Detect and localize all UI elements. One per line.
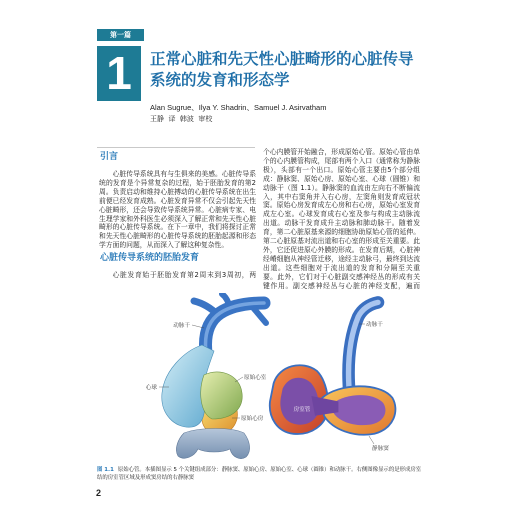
label-primitive-ventricle: 原始心室	[244, 375, 267, 381]
embryology-paragraph-left	[99, 271, 256, 280]
intro-heading: 引言	[100, 152, 119, 162]
label-bulbus-cordis: 心球	[145, 385, 157, 391]
text-line: 动脉干（图 1.1）。静脉窦的血流由左向右不断偏流	[263, 183, 420, 192]
label-truncus-right: 动脉干	[366, 322, 383, 328]
sinus-venosus-shape	[176, 429, 249, 459]
text-line: 周。负责启动和维持心脏搏动的心脏传导系统在出生	[99, 187, 256, 196]
label-leader-line	[369, 436, 374, 444]
text-line: 经嵴细胞从神经管迁移，途经主动脉弓，最终到达流	[263, 254, 420, 263]
figure-primitive-heart-tube	[140, 293, 410, 463]
chapter-number: 1	[97, 46, 141, 101]
embryology-heading: 心脏传导系统的胚胎发育	[100, 253, 200, 263]
page-number: 2	[96, 488, 102, 498]
part-label: 第一篇	[97, 29, 144, 41]
text-line: 要。此外，它们对于心脏副交感神经丛的形成有关	[263, 272, 420, 281]
intro-paragraph	[99, 170, 256, 250]
text-line: 成左心室。心球发育成右心室及参与构成主动脉流	[263, 210, 420, 219]
text-line: 生理学家和外科医生必须深入了解正常和先天性心脏	[99, 214, 256, 223]
text-line: 学方面的问题，从而深入了解这种复杂性。	[99, 241, 229, 250]
chapter-translators: 王静 译 韩波 审校	[150, 115, 213, 123]
figure-caption-text: 原始心管。本插图显示 5 个关键组成部分：静脉窦、原始心房、原始心室、心球（圆锥）和动脉干。右侧图像显示的是形成房室结的房室管区域及形成窦房结的右静脉窦	[97, 467, 422, 481]
chapter-title-line: 系统的发育和形态学	[150, 71, 290, 89]
section-divider	[97, 147, 255, 148]
text-line: 和先天性心脏畸形的心脏传导系统的胚胎起源和形态	[99, 232, 256, 241]
text-line: 心脏传导系统具有与生俱来的美感。心脏传导系	[112, 170, 256, 178]
text-line: 键作用。副交感神经丛与心脏的神经支配，遍而	[263, 281, 420, 290]
embryology-paragraph-right	[263, 148, 420, 291]
text-line: 外，它还促进原心外膜的形成。在发育后期，心脏神	[263, 245, 420, 254]
label-av-canal: 房室管	[293, 407, 311, 413]
text-line: 育，第二心脏原基来源的细胞协助原始心管的延伸。	[263, 228, 420, 237]
chapter-title	[150, 49, 414, 91]
text-line: 统的发育是个异常复杂的过程，始于胚胎发育的第2	[99, 178, 256, 187]
chapter-authors: Alan Sugrue、Ilya Y. Shadrin、Samuel J. Asirvatham	[150, 103, 327, 112]
aortic-arch-branch	[194, 301, 218, 315]
text-line: 心脏畸形，还会导致传导系统异常。心脏病专家、电	[99, 205, 256, 214]
label-truncus-left: 动脉干	[173, 323, 190, 329]
label-sinus-venosus-right: 静脉窦	[372, 446, 389, 452]
text-line: 出道。动脉干发育成升主动脉和肺动脉干。随着发	[263, 219, 420, 228]
figure-caption	[97, 466, 422, 482]
text-line: 畸形的心脏传导系统。在下一章中，我们将探讨正常	[99, 223, 256, 232]
figure-caption-label: 图 1.1	[97, 467, 114, 473]
text-line: 第二心脏原基对流出道和右心室的形成至关重要。此	[263, 237, 420, 246]
text-line: 心脏发育始于胚胎发育第2周末到3周初，两	[112, 271, 256, 279]
chapter-title-line: 正常心脏和先天性心脏畸形的心脏传导	[150, 50, 414, 68]
text-line: 极），头部有一个出口。原始心管主要由5个部分组	[263, 165, 420, 174]
text-line: 个的心内膜管构成，尾部有两个入口（通常称为静脉	[263, 156, 420, 165]
text-line: 前便已经发育成熟。心脏发育异常不仅会引起先天性	[99, 196, 256, 205]
text-line: 窦。原始心房发育成左心房和右心房，原始心室发育	[263, 201, 420, 210]
label-primitive-atrium: 原始心房	[241, 416, 264, 422]
text-line: 入，其中右窦角并入右心房，左窦角则发育成冠状	[263, 192, 420, 201]
text-line: 个心内膜管开始融合，形成原始心管。原始心管由单	[263, 148, 420, 156]
text-line: 成：静脉窦、原始心房、原始心室、心球（圆锥）和	[263, 174, 420, 183]
text-line: 出道。这些细胞对于流出道的发育和分隔至关重	[263, 263, 420, 272]
